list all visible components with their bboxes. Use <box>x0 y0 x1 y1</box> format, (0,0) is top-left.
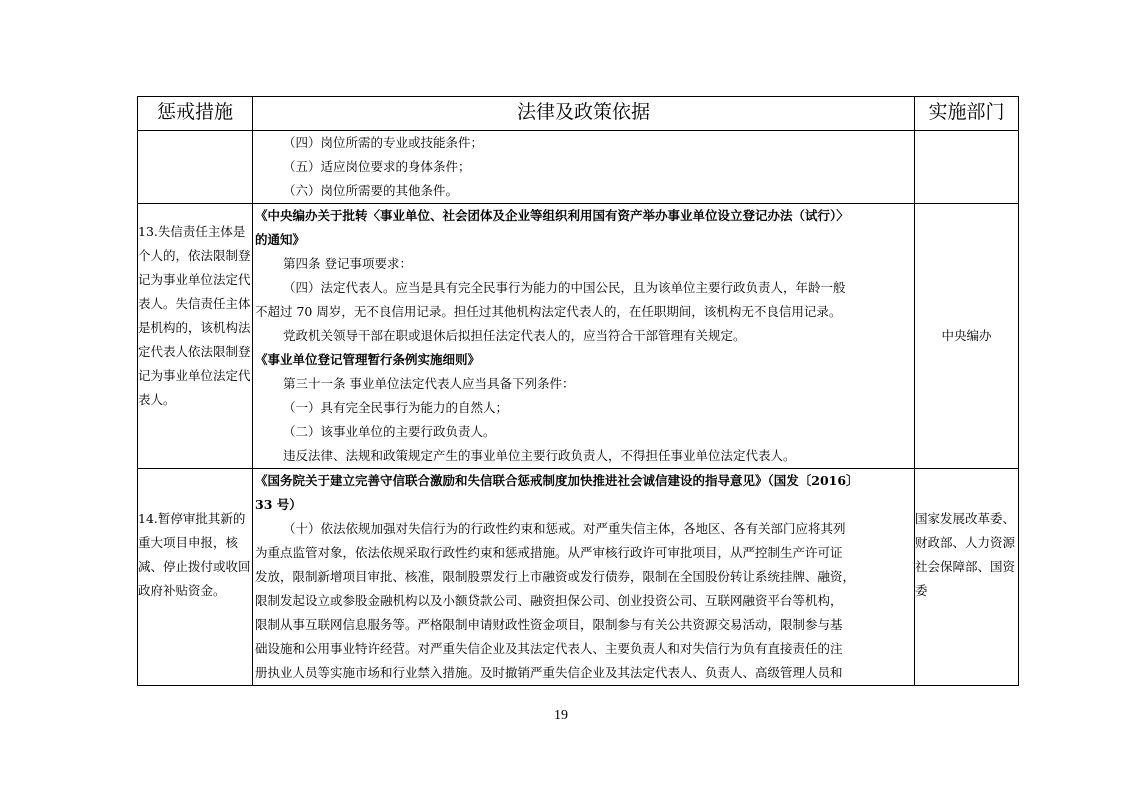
measure-cell-13 <box>138 204 253 469</box>
basis-line: 限制从事互联网信息服务等。严格限制申请财政性资金项目，限制参与有关公共资源交易活动，限制参与基 <box>255 617 843 632</box>
dept-cell-13: 中央编办 <box>915 204 1019 469</box>
basis-cell-13 <box>253 204 915 469</box>
basis-line: 册执业人员等实施市场和行业禁入措施。及时撤销严重失信企业及其法定代表人、负责人、高级管理人员和 <box>255 665 843 680</box>
basis-lines-14 <box>253 469 914 685</box>
header-measures: 惩戒措施 <box>138 97 253 131</box>
basis-line: 《国务院关于建立完善守信联合激励和失信联合惩戒制度加快推进社会诚信建设的指导意见》（国发〔2016〕 <box>255 473 859 488</box>
basis-line: 发放，限制新增项目审批、核准，限制股票发行上市融资或发行债券，限制在全国股份转让系统挂牌、融资， <box>255 569 856 584</box>
basis-cell-14 <box>253 469 915 686</box>
table-row-13 <box>138 204 1019 469</box>
table-row-continued <box>138 131 1019 204</box>
header-department: 实施部门 <box>915 97 1019 131</box>
basis-line: （十）依法依规加强对失信行为的行政性约束和惩戒。对严重失信主体，各地区、各有关部门应将其列 <box>283 521 846 536</box>
basis-line: 限制发起设立或参股金融机构以及小额贷款公司、融资担保公司、创业投资公司、互联网融资平台等机构， <box>255 593 843 608</box>
basis-line: 第四条 登记事项要求： <box>283 256 412 271</box>
basis-line: （二）该事业单位的主要行政负责人。 <box>283 424 496 439</box>
basis-line: （四）法定代表人。应当是具有完全民事行为能力的中国公民，且为该单位主要行政负责人，年龄一般 <box>283 280 846 295</box>
dept-cell-14 <box>915 469 1019 686</box>
dept-cell-empty <box>915 131 1019 204</box>
measure-text-13: 13.失信责任主体是个人的，依法限制登记为事业单位法定代表人。失信责任主体是机构的，该机构法定代表人依法限制登记为事业单位法定代表人。 <box>138 224 251 407</box>
basis-line: 《中央编办关于批转〈事业单位、社会团体及企业等组织利用国有资产举办事业单位设立登记办法（试行）〉 <box>255 208 849 223</box>
basis-lines-13 <box>253 204 914 468</box>
basis-line: （五）适应岗位要求的身体条件； <box>283 159 471 174</box>
basis-line: （一）具有完全民事行为能力的自然人； <box>283 400 509 415</box>
basis-line: 33 号） <box>255 497 302 512</box>
basis-line: 党政机关领导干部在职或退休后拟担任法定代表人的，应当符合干部管理有关规定。 <box>283 328 746 343</box>
measure-text-14: 14.暂停审批其新的重大项目申报，核减、停止拨付或收回政府补贴资金。 <box>138 511 251 598</box>
page-number: 19 <box>554 708 568 723</box>
table-header-row <box>138 97 1019 131</box>
basis-line: 不超过 70 周岁，无不良信用记录。担任过其他机构法定代表人的，在任职期间，该机构无不良信用记录。 <box>255 304 842 319</box>
basis-line: （六）岗位所需要的其他条件。 <box>283 183 459 198</box>
basis-line: 第三十一条 事业单位法定代表人应当具备下列条件： <box>283 376 575 391</box>
basis-line: 为重点监管对象，依法依规采取行政性约束和惩戒措施。从严审核行政许可审批项目，从严控制生产许可证 <box>255 545 843 560</box>
basis-cell-continued <box>253 131 915 204</box>
measure-cell-empty <box>138 131 253 204</box>
basis-line: 础设施和公用事业特许经营。对严重失信企业及其法定代表人、主要负责人和对失信行为负有直接责任的注 <box>255 641 843 656</box>
table-row-14 <box>138 469 1019 686</box>
dept-text-14: 国家发展改革委、财政部、人力资源社会保障部、国资委 <box>915 511 1016 598</box>
basis-line: 的通知》 <box>255 232 306 247</box>
basis-line: （四）岗位所需的专业或技能条件； <box>283 135 484 150</box>
header-legal-basis: 法律及政策依据 <box>253 97 915 131</box>
basis-line: 违反法律、法规和政策规定产生的事业单位主要行政负责人，不得担任事业单位法定代表人。 <box>283 448 796 463</box>
policy-table <box>137 96 1019 686</box>
measure-cell-14 <box>138 469 253 686</box>
basis-line: 《事业单位登记管理暂行条例实施细则》 <box>255 352 481 367</box>
